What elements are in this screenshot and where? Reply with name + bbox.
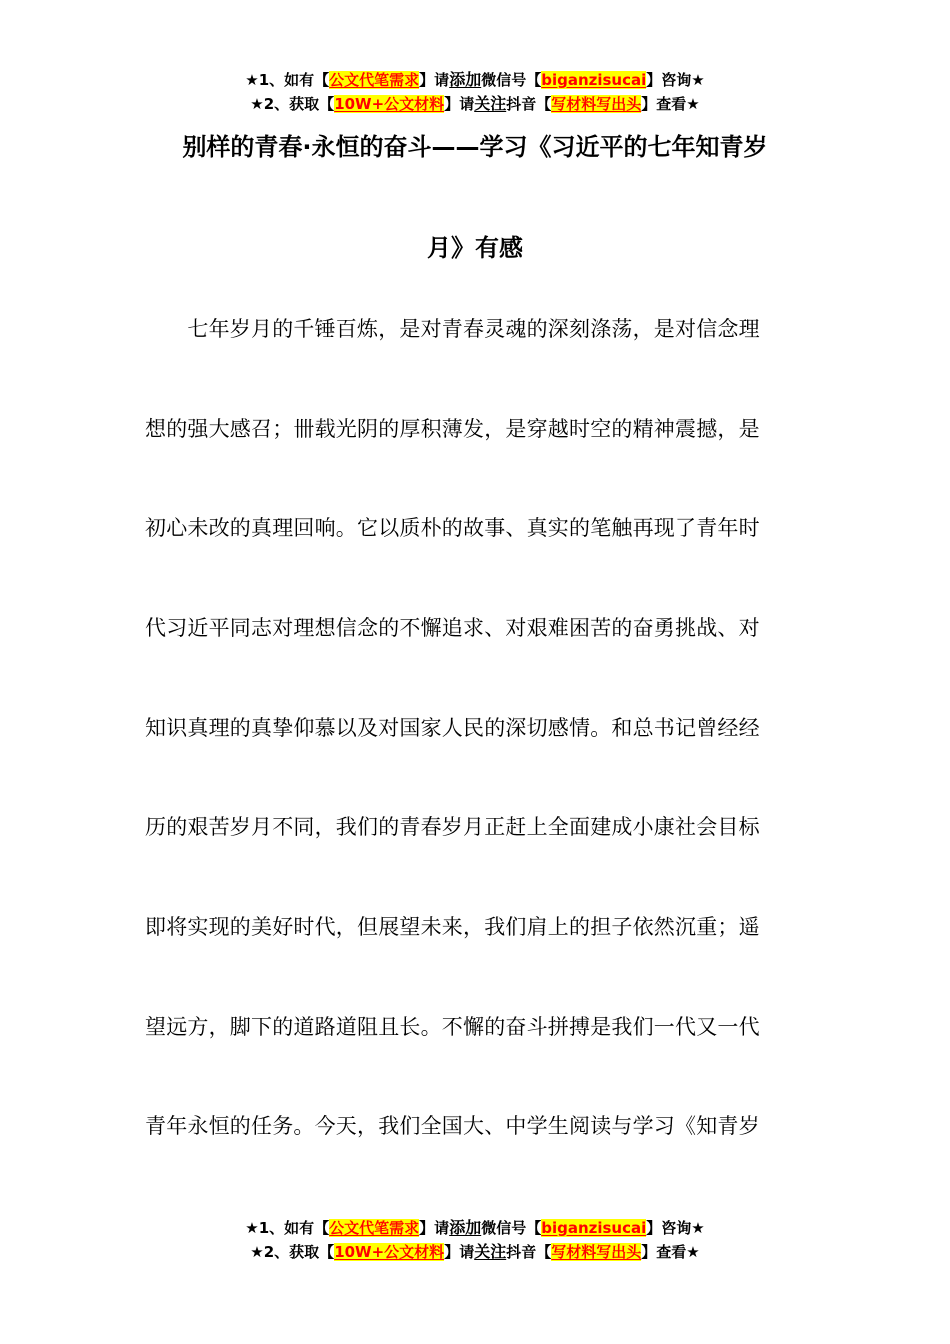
banner-text: 】请 bbox=[444, 95, 475, 113]
banner-line-2 bbox=[0, 1240, 950, 1264]
emphasis-add: 添加 bbox=[449, 70, 482, 89]
banner-text: 】请 bbox=[419, 71, 450, 89]
banner-text: ★2、获取【 bbox=[250, 1243, 335, 1261]
banner-line-1 bbox=[0, 68, 950, 92]
body-line: 即将实现的美好时代，但展望未来，我们肩上的担子依然沉重；遥 bbox=[145, 915, 760, 939]
highlight-douyin-account: 写材料写出头 bbox=[551, 95, 642, 113]
body-line: 知识真理的真挚仰慕以及对国家人民的深切感情。和总书记曾经经 bbox=[145, 716, 760, 740]
header-banner bbox=[0, 68, 950, 116]
emphasis-add: 添加 bbox=[449, 1218, 482, 1237]
banner-text: 微信号【 bbox=[481, 71, 542, 89]
banner-text: 抖音【 bbox=[506, 95, 552, 113]
banner-text: ★1、如有【 bbox=[245, 71, 330, 89]
banner-text: 】咨询★ bbox=[646, 1219, 705, 1237]
banner-line-1 bbox=[0, 1216, 950, 1240]
banner-text: 】请 bbox=[444, 1243, 475, 1261]
highlight-materials: 10W+公文材料 bbox=[334, 1243, 445, 1261]
banner-text: 】查看★ bbox=[641, 95, 700, 113]
emphasis-follow: 关注 bbox=[474, 94, 507, 113]
document-title-line-2: 月》有感 bbox=[427, 234, 523, 262]
highlight-service: 公文代笔需求 bbox=[329, 71, 420, 89]
body-line: 青年永恒的任务。今天，我们全国大、中学生阅读与学习《知青岁 bbox=[145, 1114, 760, 1138]
banner-text: ★2、获取【 bbox=[250, 95, 335, 113]
body-line: 七年岁月的千锤百炼，是对青春灵魂的深刻涤荡，是对信念理 bbox=[145, 317, 760, 341]
banner-text: 】咨询★ bbox=[646, 71, 705, 89]
body-line: 代习近平同志对理想信念的不懈追求、对艰难困苦的奋勇挑战、对 bbox=[145, 616, 760, 640]
banner-text: 微信号【 bbox=[481, 1219, 542, 1237]
body-line: 历的艰苦岁月不同，我们的青春岁月正赶上全面建成小康社会目标 bbox=[145, 815, 760, 839]
banner-text: ★1、如有【 bbox=[245, 1219, 330, 1237]
body-line: 想的强大感召；卌载光阴的厚积薄发，是穿越时空的精神震撼，是 bbox=[145, 417, 760, 441]
body-line: 望远方，脚下的道路道阻且长。不懈的奋斗拼搏是我们一代又一代 bbox=[145, 1015, 760, 1039]
banner-text: 抖音【 bbox=[506, 1243, 552, 1261]
highlight-service: 公文代笔需求 bbox=[329, 1219, 420, 1237]
footer-banner bbox=[0, 1216, 950, 1264]
banner-text: 】查看★ bbox=[641, 1243, 700, 1261]
highlight-wechat-id: biganzisucai bbox=[541, 1219, 647, 1237]
highlight-materials: 10W+公文材料 bbox=[334, 95, 445, 113]
banner-text: 】请 bbox=[419, 1219, 450, 1237]
document-title-line-1: 别样的青春·永恒的奋斗——学习《习近平的七年知青岁 bbox=[182, 133, 768, 161]
banner-line-2 bbox=[0, 92, 950, 116]
emphasis-follow: 关注 bbox=[474, 1242, 507, 1261]
body-line: 初心未改的真理回响。它以质朴的故事、真实的笔触再现了青年时 bbox=[145, 516, 760, 540]
highlight-douyin-account: 写材料写出头 bbox=[551, 1243, 642, 1261]
highlight-wechat-id: biganzisucai bbox=[541, 71, 647, 89]
